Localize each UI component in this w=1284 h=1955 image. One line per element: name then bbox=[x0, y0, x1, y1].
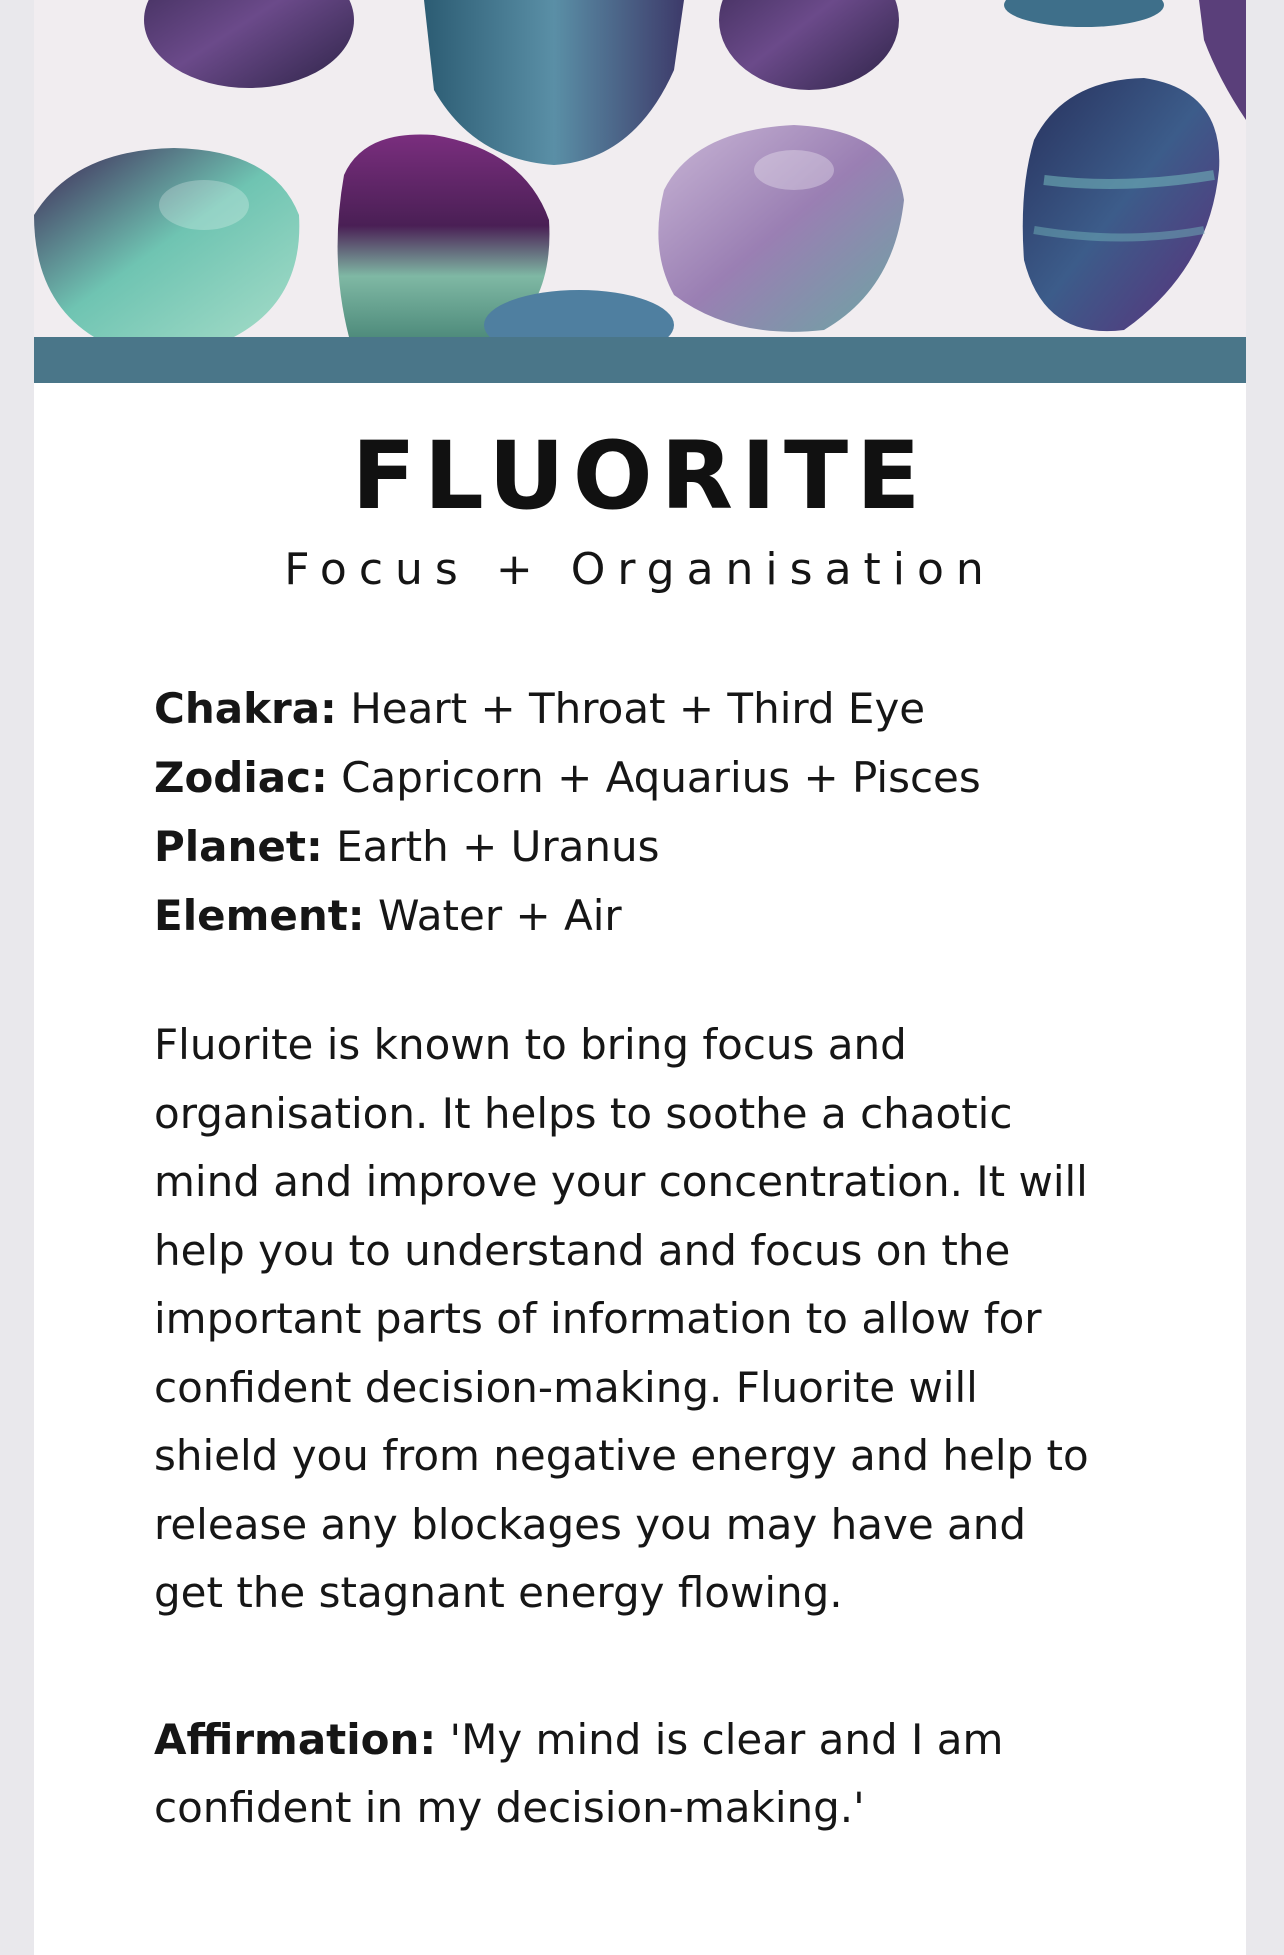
description-line: release any blockages you may have and bbox=[154, 1499, 1027, 1549]
description-line: help you to understand and focus on the bbox=[154, 1225, 1011, 1275]
attribute-label: Zodiac: bbox=[154, 753, 328, 802]
description-line: mind and improve your concentration. It will bbox=[154, 1157, 1088, 1206]
attribute-label: Chakra: bbox=[154, 684, 337, 733]
attribute-chakra bbox=[154, 678, 1154, 747]
fluorite-stones-photo bbox=[34, 0, 1246, 337]
description-line: Fluorite is known to bring focus and bbox=[154, 1020, 907, 1069]
description-line: get the stagnant energy flowing. bbox=[154, 1568, 843, 1617]
affirmation bbox=[154, 1706, 1154, 1842]
attribute-label: Planet: bbox=[154, 822, 323, 871]
attribute-value: Capricorn + Aquarius + Pisces bbox=[341, 753, 981, 802]
attribute-label: Element: bbox=[154, 891, 365, 940]
attribute-planet bbox=[154, 816, 1154, 885]
crystal-title: FLUORITE bbox=[351, 422, 929, 531]
attribute-value: Water + Air bbox=[377, 891, 622, 940]
affirmation-line-1 bbox=[154, 1706, 1154, 1774]
attribute-element bbox=[154, 885, 1154, 954]
attribute-value: Earth + Uranus bbox=[336, 822, 660, 871]
affirmation-label: Affirmation: bbox=[154, 1715, 437, 1764]
affirmation-line-2: confident in my decision-making.' bbox=[154, 1783, 865, 1832]
crystal-subtitle: Focus + Organisation bbox=[284, 544, 996, 595]
teal-divider-band bbox=[34, 337, 1246, 383]
crystal-card bbox=[34, 0, 1246, 1955]
attribute-zodiac bbox=[154, 747, 1154, 816]
attribute-value: Heart + Throat + Third Eye bbox=[350, 684, 926, 733]
description-line: organisation. It helps to soothe a chaotic bbox=[154, 1088, 1013, 1138]
crystal-description bbox=[154, 1011, 1154, 1628]
description-line: shield you from negative energy and help to bbox=[154, 1431, 1089, 1480]
description-line: important parts of information to allow for bbox=[154, 1294, 1042, 1343]
affirmation-text: 'My mind is clear and I am bbox=[449, 1715, 1004, 1764]
crystal-attributes bbox=[154, 678, 1154, 954]
description-line: confident decision-making. Fluorite will bbox=[154, 1362, 978, 1412]
